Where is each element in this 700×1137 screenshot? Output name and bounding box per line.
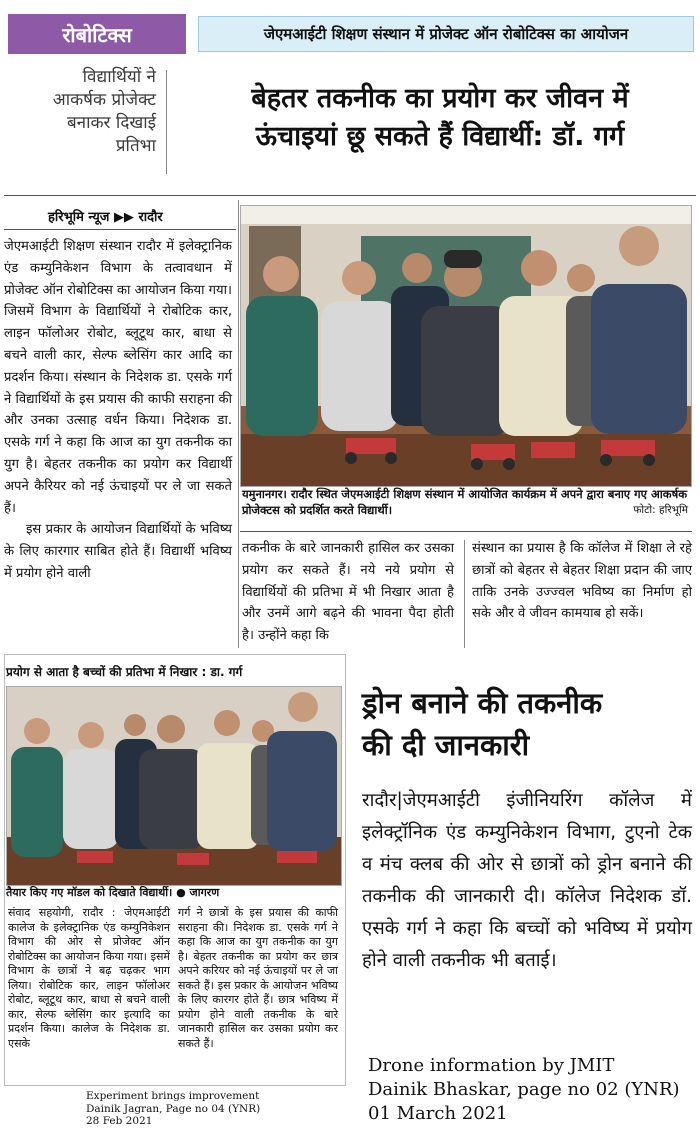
headline-line: बेहतर तकनीक का प्रयोग कर जीवन में [251, 83, 629, 114]
credit-line: 28 Feb 2021 [86, 1115, 153, 1127]
deck-line: विद्यार्थियों ने [82, 67, 156, 87]
byline: हरिभूमि न्यूज ▶▶ रादौर [48, 210, 163, 225]
paragraph: इस प्रकार के आयोजन विद्यार्थियों के भविष्य के लिए कारगार साबित होते हैं। विद्यार्थी भविष्य में प्रयोग होने वाली [4, 522, 232, 581]
jagran-photo [6, 686, 342, 886]
credit-line: Dainik Bhaskar, page no 02 (YNR) [368, 1079, 680, 1100]
jagran-header: प्रयोग से आता है बच्चों की प्रतिभा में निखार : डा. गर्ग [6, 660, 340, 682]
divider [166, 70, 167, 174]
credit-line: Dainik Jagran, Page no 04 (YNR) [86, 1102, 261, 1115]
deck-line: आकर्षक प्रोजेक्ट [52, 90, 156, 110]
divider [240, 531, 692, 532]
group-photo-illustration [241, 206, 691, 486]
section-tag: रोबोटिक्स [8, 14, 186, 54]
bhaskar-body: रादौर|जेएमआईटी इंजीनियरिंग कॉलेज में इलेक्ट्रॉनिक एंड कम्युनिकेशन विभाग, टुएनो टेक व मंच क्लब की ओर से छात्रों को ड्रोन बनाने की तकनीक की जानकारी दी। कॉलेज निदेशक डॉ. एसके गर्ग ने कहा कि बच्चों को भविष्य में प्रयोग होने वाली तकनीक भी बताई। [362, 790, 692, 971]
divider [4, 229, 236, 230]
deck [6, 66, 156, 176]
jagran-column-2: गर्ग ने छात्रों के इस प्रयास की काफी सराहना की। निदेशक डा. एसके गर्ग ने कहा कि आज का युग तकनीक का युग है। बेहतर तकनीक का प्रयोग कर छात्र अपने करियर को नई ऊंचाइयों पर ले जा सकते हैं। इस प्रकार के आयोजन भविष्य के लिए कारगर होते हैं। छात्र भविष्य में प्रयोग होने वाली तकनीक के बारे जानकारी हासिल कर उसका प्रयोग कर सकते हैं। [178, 906, 338, 1050]
jagran-credit [86, 1090, 326, 1128]
headline-line: ऊंचाइयां छू सकते हैं विद्यार्थी: डॉ. गर्ग [255, 121, 625, 152]
paragraph: जेएमआईटी शिक्षण संस्थान रादौर में इलेक्ट्रानिक एंड कम्युनिकेशन विभाग के तत्वावधान में प्रोजेक्ट ऑन रोबोटिक्स का आयोजन किया गया। जिसमें विभाग के विद्यार्थियों ने रोबोटिक कार, लाइन फॉलोअर रोबोट, ब्लूटूथ कार, बाधा से बचने वाली कार, सेल्फ ब्लेसिंग कार आदि का प्रदर्शन किया। संस्थान के निदेशक डा. एसके गर्ग ने विद्यार्थियों के इस प्रयास की काफी सराहना की और उनका उत्साह वर्धन किया। निदेशक डा. एसके गर्ग ने कहा कि आज का युग तकनीक का युग है। बेहतर तकनीक का प्रयोग कर विद्यार्थी अपने कैरियर को नई ऊंचाइयों पर ले जा सकते हैं। [4, 239, 232, 516]
credit-line: 01 March 2021 [368, 1103, 508, 1124]
article-column-3: संस्थान का प्रयास है कि कॉलेज में शिक्षा ले रहे छात्रों को बेहतर से बेहतर शिक्षा प्रदान की जाए ताकि उनके उज्ज्वल भविष्य का निर्माण हो सके और वे जीवन कामयाब हो सकें। [472, 541, 692, 622]
headline-line: की दी जानकारी [362, 728, 530, 762]
jagran-photo-illustration [7, 687, 341, 885]
bhaskar-credit [368, 1054, 694, 1126]
caption-text: यमुनानगर। रादौर स्थित जेएमआईटी शिक्षण संस्थान में आयोजित कार्यक्रम में अपने द्वारा बनाए गए आकर्षक प्रोजेक्टस को प्रदर्शित करते विद्यार्थी। [242, 487, 688, 517]
deck-line: प्रतिभा [115, 136, 156, 156]
divider [464, 540, 465, 648]
top-line: जेएमआईटी शिक्षण संस्थान में प्रोजेक्ट ऑन रोबोटिक्स का आयोजन [198, 16, 694, 52]
credit-line: Drone information by JMIT [368, 1055, 615, 1076]
group-photo [240, 205, 692, 487]
article-column-2: तकनीक के बारे जानकारी हासिल कर उसका प्रयोग कर सकते हैं। नये नये प्रयोग से विद्यार्थियों की प्रतिभा में भी निखार आता है और उनमें आगे बढ़ने की भावना पैदा होती है। उन्होंने कहा कि [242, 541, 454, 644]
deck-line: बनाकर दिखाई [66, 113, 156, 133]
jagran-column-1: संवाद सहयोगी, रादौर : जेएमआईटी कालेज के इलेक्ट्रानिक एंड कम्युनिकेशन विभाग की ओर से प्रोजेक्ट ऑन रोबोटिक्स का आयोजन किया गया। इसमें विभाग के छात्रों ने बढ़ चढ़कर भाग लिया। रोबोटिक कार, लाइन फॉलोअर रोबोट, ब्लूटूथ कार, बाधा से बचने वाली कार, सेल्फ ब्लेसिंग कार इत्यादि का प्रदर्शन किया। कालेज के निदेशक डा. एसके [8, 906, 170, 1050]
bhaskar-headline [362, 682, 692, 766]
headline-line: ड्रोन बनाने की तकनीक [362, 686, 603, 720]
divider [238, 200, 239, 648]
article-column-1 [4, 236, 232, 585]
photo-credit: फोटो: हरिभूमि [633, 504, 688, 516]
headline [190, 80, 690, 156]
credit-line: Experiment brings improvement [86, 1090, 260, 1102]
divider [4, 195, 696, 196]
jagran-caption: तैयार किए गए मॉडल को दिखाते विद्यार्थी। ● जागरण [6, 886, 220, 899]
